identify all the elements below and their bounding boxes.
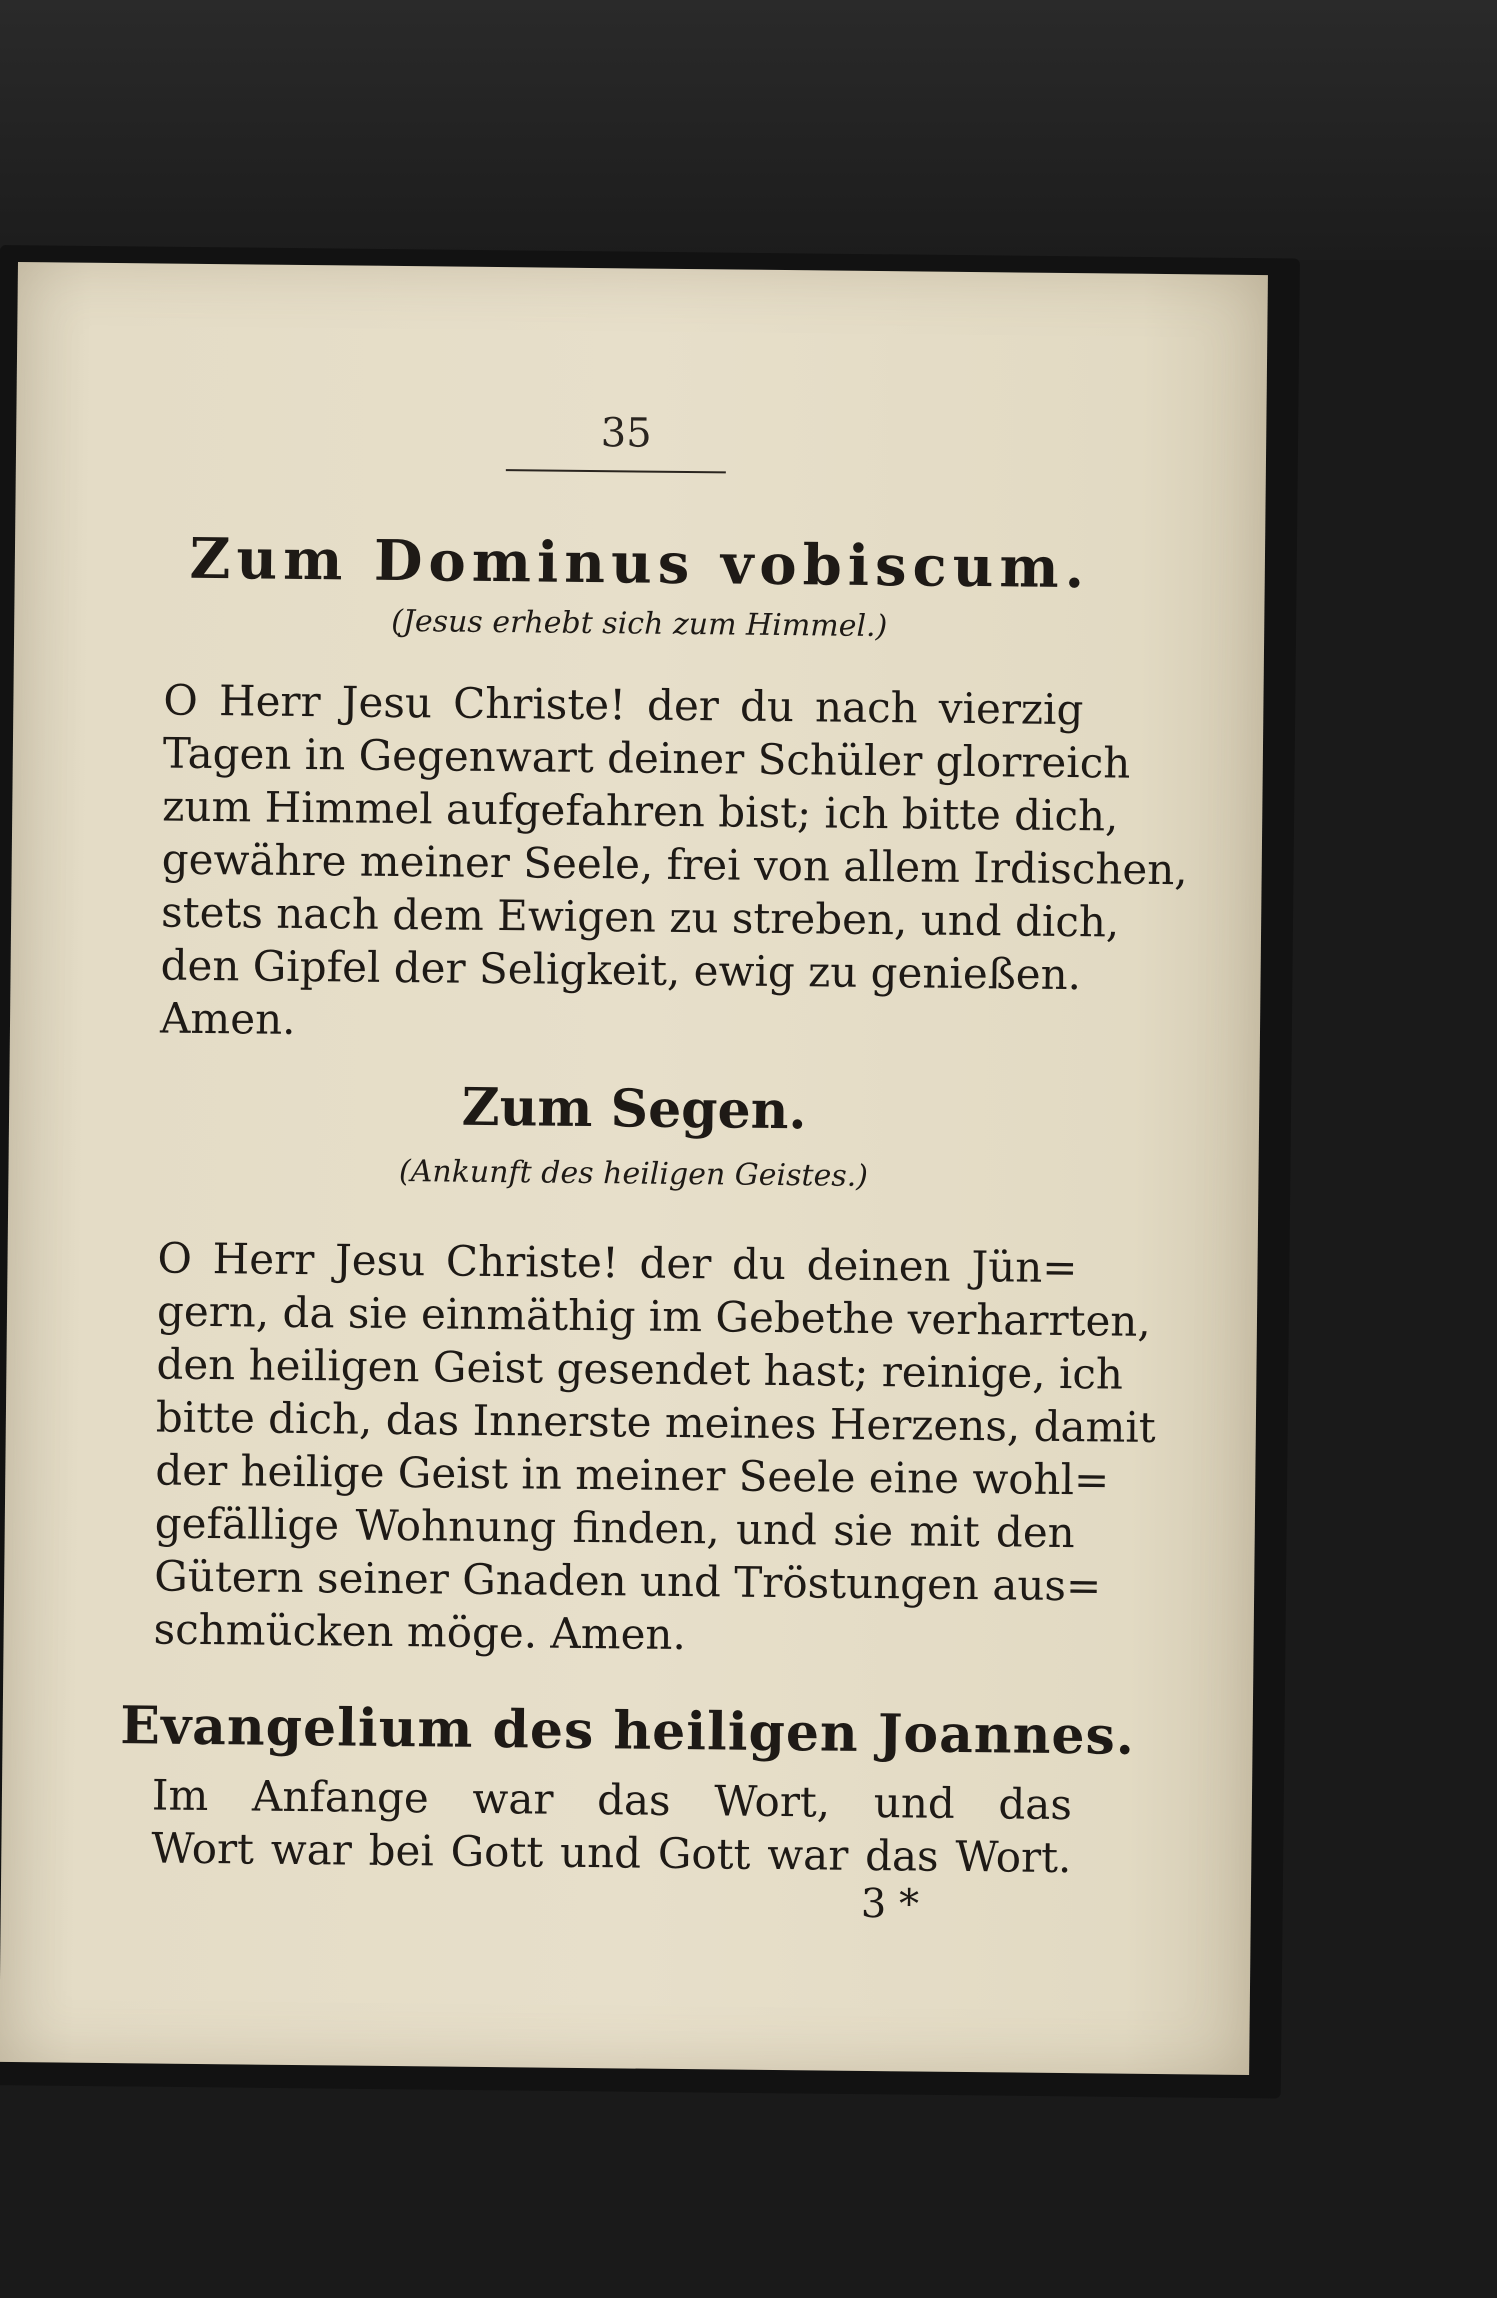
text-line: gewähre meiner Seele, frei von allem Irdischen, [161,834,1188,895]
gospel-text [151,1768,1072,1884]
section-subtitle: (Jesus erhebt sich zum Himmel.) [391,603,888,645]
text-line: der heilige Geist in meiner Seele eine wohl= [155,1445,1110,1505]
text-line: O Herr Jesu Christe! der du nach vierzig [163,675,1084,735]
section-title: Zum Segen. [461,1076,807,1142]
text-line: schmücken möge. Amen. [153,1604,687,1660]
page-number: 35 [600,410,652,457]
text-line: Im Anfange war das Wort, und das [151,1770,1073,1830]
text-line: Wort war bei Gott und Gott war das Wort. [151,1823,1072,1883]
background [0,0,1497,260]
text-line: gefällige Wohnung finden, und sie mit den [154,1498,1076,1558]
text-line: Gütern seiner Gnaden und Tröstungen aus= [153,1551,1102,1611]
text-line: zum Himmel aufgefahren bist; ich bitte dich, [162,781,1119,841]
section-title: Zum Dominus vobiscum. [189,525,1091,602]
text-line: den heiligen Geist gesendet hast; reinige, ich [156,1339,1124,1399]
prayer-text [159,674,1188,1055]
text-line: Tagen in Gegenwart deiner Schüler glorreich [162,728,1131,788]
section-title: Evangelium des heiligen Joannes. [120,1695,1136,1767]
prayer-text [153,1232,1156,1666]
text-line: O Herr Jesu Christe! der du deinen Jün= [157,1233,1078,1293]
text-line: den Gipfel der Seligkeit, ewig zu genießen. [160,940,1082,1000]
text-line: bitte dich, das Innerste meines Herzens, damit [155,1392,1156,1452]
header-rule [506,469,726,473]
section-subtitle: (Ankunft des heiligen Geistes.) [398,1154,869,1194]
text-line: stets nach dem Ewigen zu streben, und dich, [160,887,1120,947]
text-line: Amen. [159,993,296,1044]
book-page [0,262,1268,2075]
text-line: gern, da sie einmäthig im Gebethe verharrten, [156,1286,1152,1346]
signature-mark: 3 * [860,1880,920,1928]
